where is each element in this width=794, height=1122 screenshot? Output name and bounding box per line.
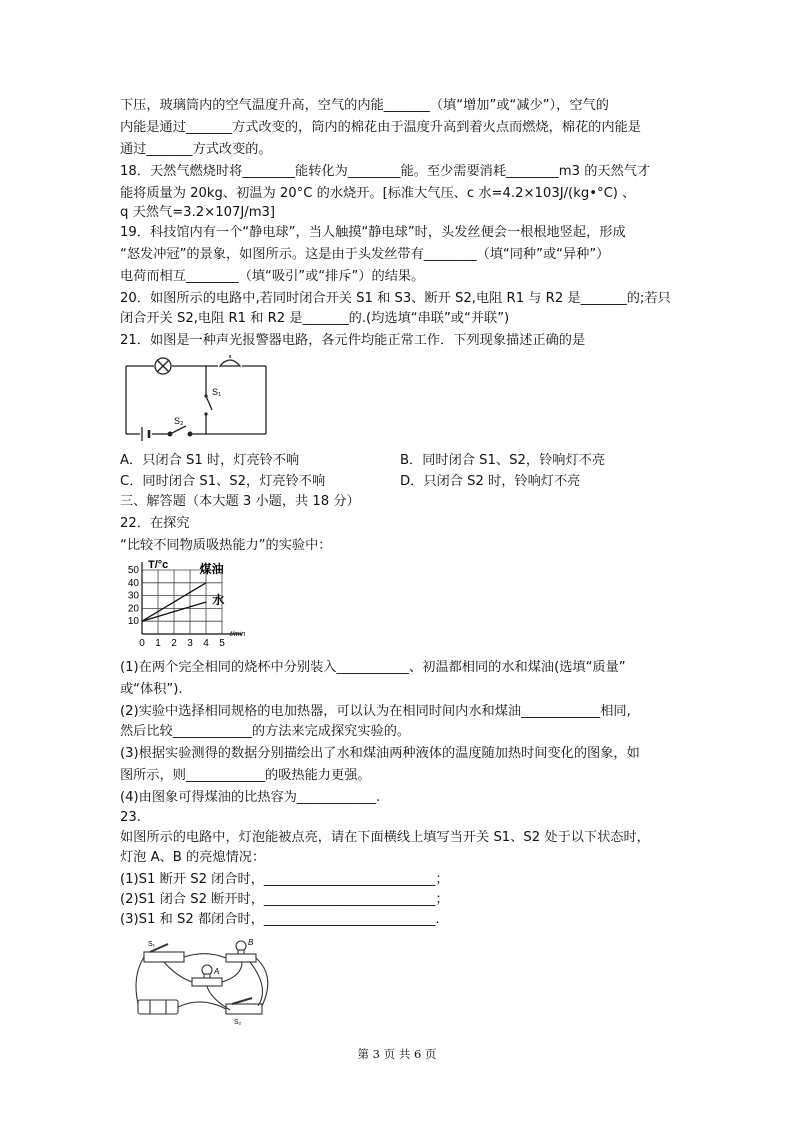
q22-temperature-chart [118,558,258,652]
q17-text-line: 下压，玻璃筒内的空气温度升高，空气的内能_______（填“增加”或“减少”），空气的 [120,98,609,113]
battery-icon [142,427,149,441]
q20-text-line: 闭合开关 S2,电阻 R1 和 R2 是_______的.(均选填“串联”或“并联”) [120,311,510,326]
q21-option-d: D．只闭合 S2 时，铃响灯不亮 [400,474,581,489]
q18-text-line: 18．天然气燃烧时将________能转化为________能。至少需要消耗________m3 的天然气才 [120,164,651,179]
q20-text-line: 20．如图所示的电路中,若同时闭合开关 S1 和 S3、断开 S2,电阻 R1 与 R2 是_______的;若只 [120,291,671,306]
q22-text-line: (4)由图象可得煤油的比热容为____________. [120,790,381,805]
section-heading: 三、解答题（本大题 3 小题，共 18 分） [120,494,360,509]
q21-option-a: A．只闭合 S1 时，灯亮铃不响 [120,453,300,468]
q22-text-line: 或“体积”). [120,682,183,697]
y-tick-label: 20 [127,603,139,615]
page-footer: 第 3 页 共 6 页 [357,1047,437,1061]
x-tick-label: 0 [139,638,145,649]
q22-text-line: 图所示，则____________的吸热能力更强。 [120,768,371,783]
switch-s2-label: S₂ [174,416,184,426]
q23-number: 23. [120,810,141,825]
y-axis-label: T/°c [148,559,169,571]
y-tick-label: 50 [127,565,139,576]
q22-text-line: 22．在探究 [120,516,190,531]
lamp-b-icon [236,941,246,954]
x-tick-label: 1 [155,638,161,649]
x-axis-label: t/min [230,631,246,638]
lamp-a-label: A [214,967,220,976]
q21-text-line: 21．如图是一种声光报警器电路，各元件均能正常工作．下列现象描述正确的是 [120,333,586,348]
y-tick-label: 10 [127,616,139,628]
x-tick-label: 3 [187,638,193,649]
switch-s2-label: S₂ [234,1019,242,1026]
lamp-icon [155,358,171,374]
x-tick-label: 5 [219,638,225,649]
switch-s2-icon [168,426,192,436]
q23-text-line: 灯泡 A、B 的亮熄情况： [120,850,266,865]
series-label: 水 [212,593,225,607]
lamp-b-label: B [248,938,254,947]
q18-text-line: q 天然气=3.2×107J/m3] [120,205,276,220]
q22-text-line: “比较不同物质吸热能力”的实验中： [120,538,332,553]
q22-text-line: (2)实验中选择相同规格的电加热器，可以认为在相同时间内水和煤油____________相同, [120,704,631,719]
switch-s1-label: S₁ [212,387,222,397]
q19-text-line: 电荷而相互________（填“吸引”或“排斥”）的结果。 [120,269,425,284]
q17-text-line: 内能是通过_______方式改变的，筒内的棉花由于温度升高到着火点而燃烧，棉花的内能是 [120,120,641,135]
q22-text-line: (3)根据实验测得的数据分别描绘出了水和煤油两种液体的温度随加热时间变化的图象，如 [120,746,640,761]
q18-text-line: 能将质量为 20kg、初温为 20°C 的水烧开。[标准大气压、c 水=4.2×103J/(kg•°C) 、 [120,186,636,201]
q19-text-line: “怒发冲冠”的景象，如图所示。这是由于头发丝带有________（填“同种”或“异种”） [120,247,610,262]
q23-answer-line: (1)S1 断开 S2 闭合时，__________________________； [120,872,449,887]
q22-text-line: 然后比较____________的方法来完成探究实验的。 [120,724,411,739]
q19-text-line: 19．科技馆内有一个“静电球”，当人触摸“静电球”时，头发丝便会一根根地竖起，形成 [120,225,626,240]
q17-text-line: 通过_______方式改变的。 [120,142,272,157]
q21-option-c: C．同时闭合 S1、S2，灯亮铃不响 [120,474,326,489]
y-tick-label: 40 [127,577,139,589]
q23-answer-line: (3)S1 和 S2 都闭合时，__________________________. [120,912,440,927]
switch-s1-label: S₁ [148,941,156,948]
x-tick-label: 4 [203,638,209,649]
lamp-a-icon [202,965,212,978]
bell-icon [220,355,240,366]
series-label: 煤油 [199,561,224,576]
q23-text-line: 如图所示的电路中，灯泡能被点亮，请在下面横线上填写当开关 S1、S2 处于以下状态时， [120,830,650,845]
q22-text-line: (1)在两个完全相同的烧杯中分别装入___________、初温都相同的水和煤油(选填“质量” [120,660,626,675]
q21-option-b: B．同时闭合 S1、S2，铃响灯不亮 [400,453,606,468]
q23-answer-line: (2)S1 闭合 S2 断开时，__________________________； [120,892,449,907]
x-tick-label: 2 [171,638,177,649]
q21-circuit-diagram [120,352,270,444]
y-tick-label: 30 [127,590,139,602]
q23-circuit-sketch [130,936,280,1026]
